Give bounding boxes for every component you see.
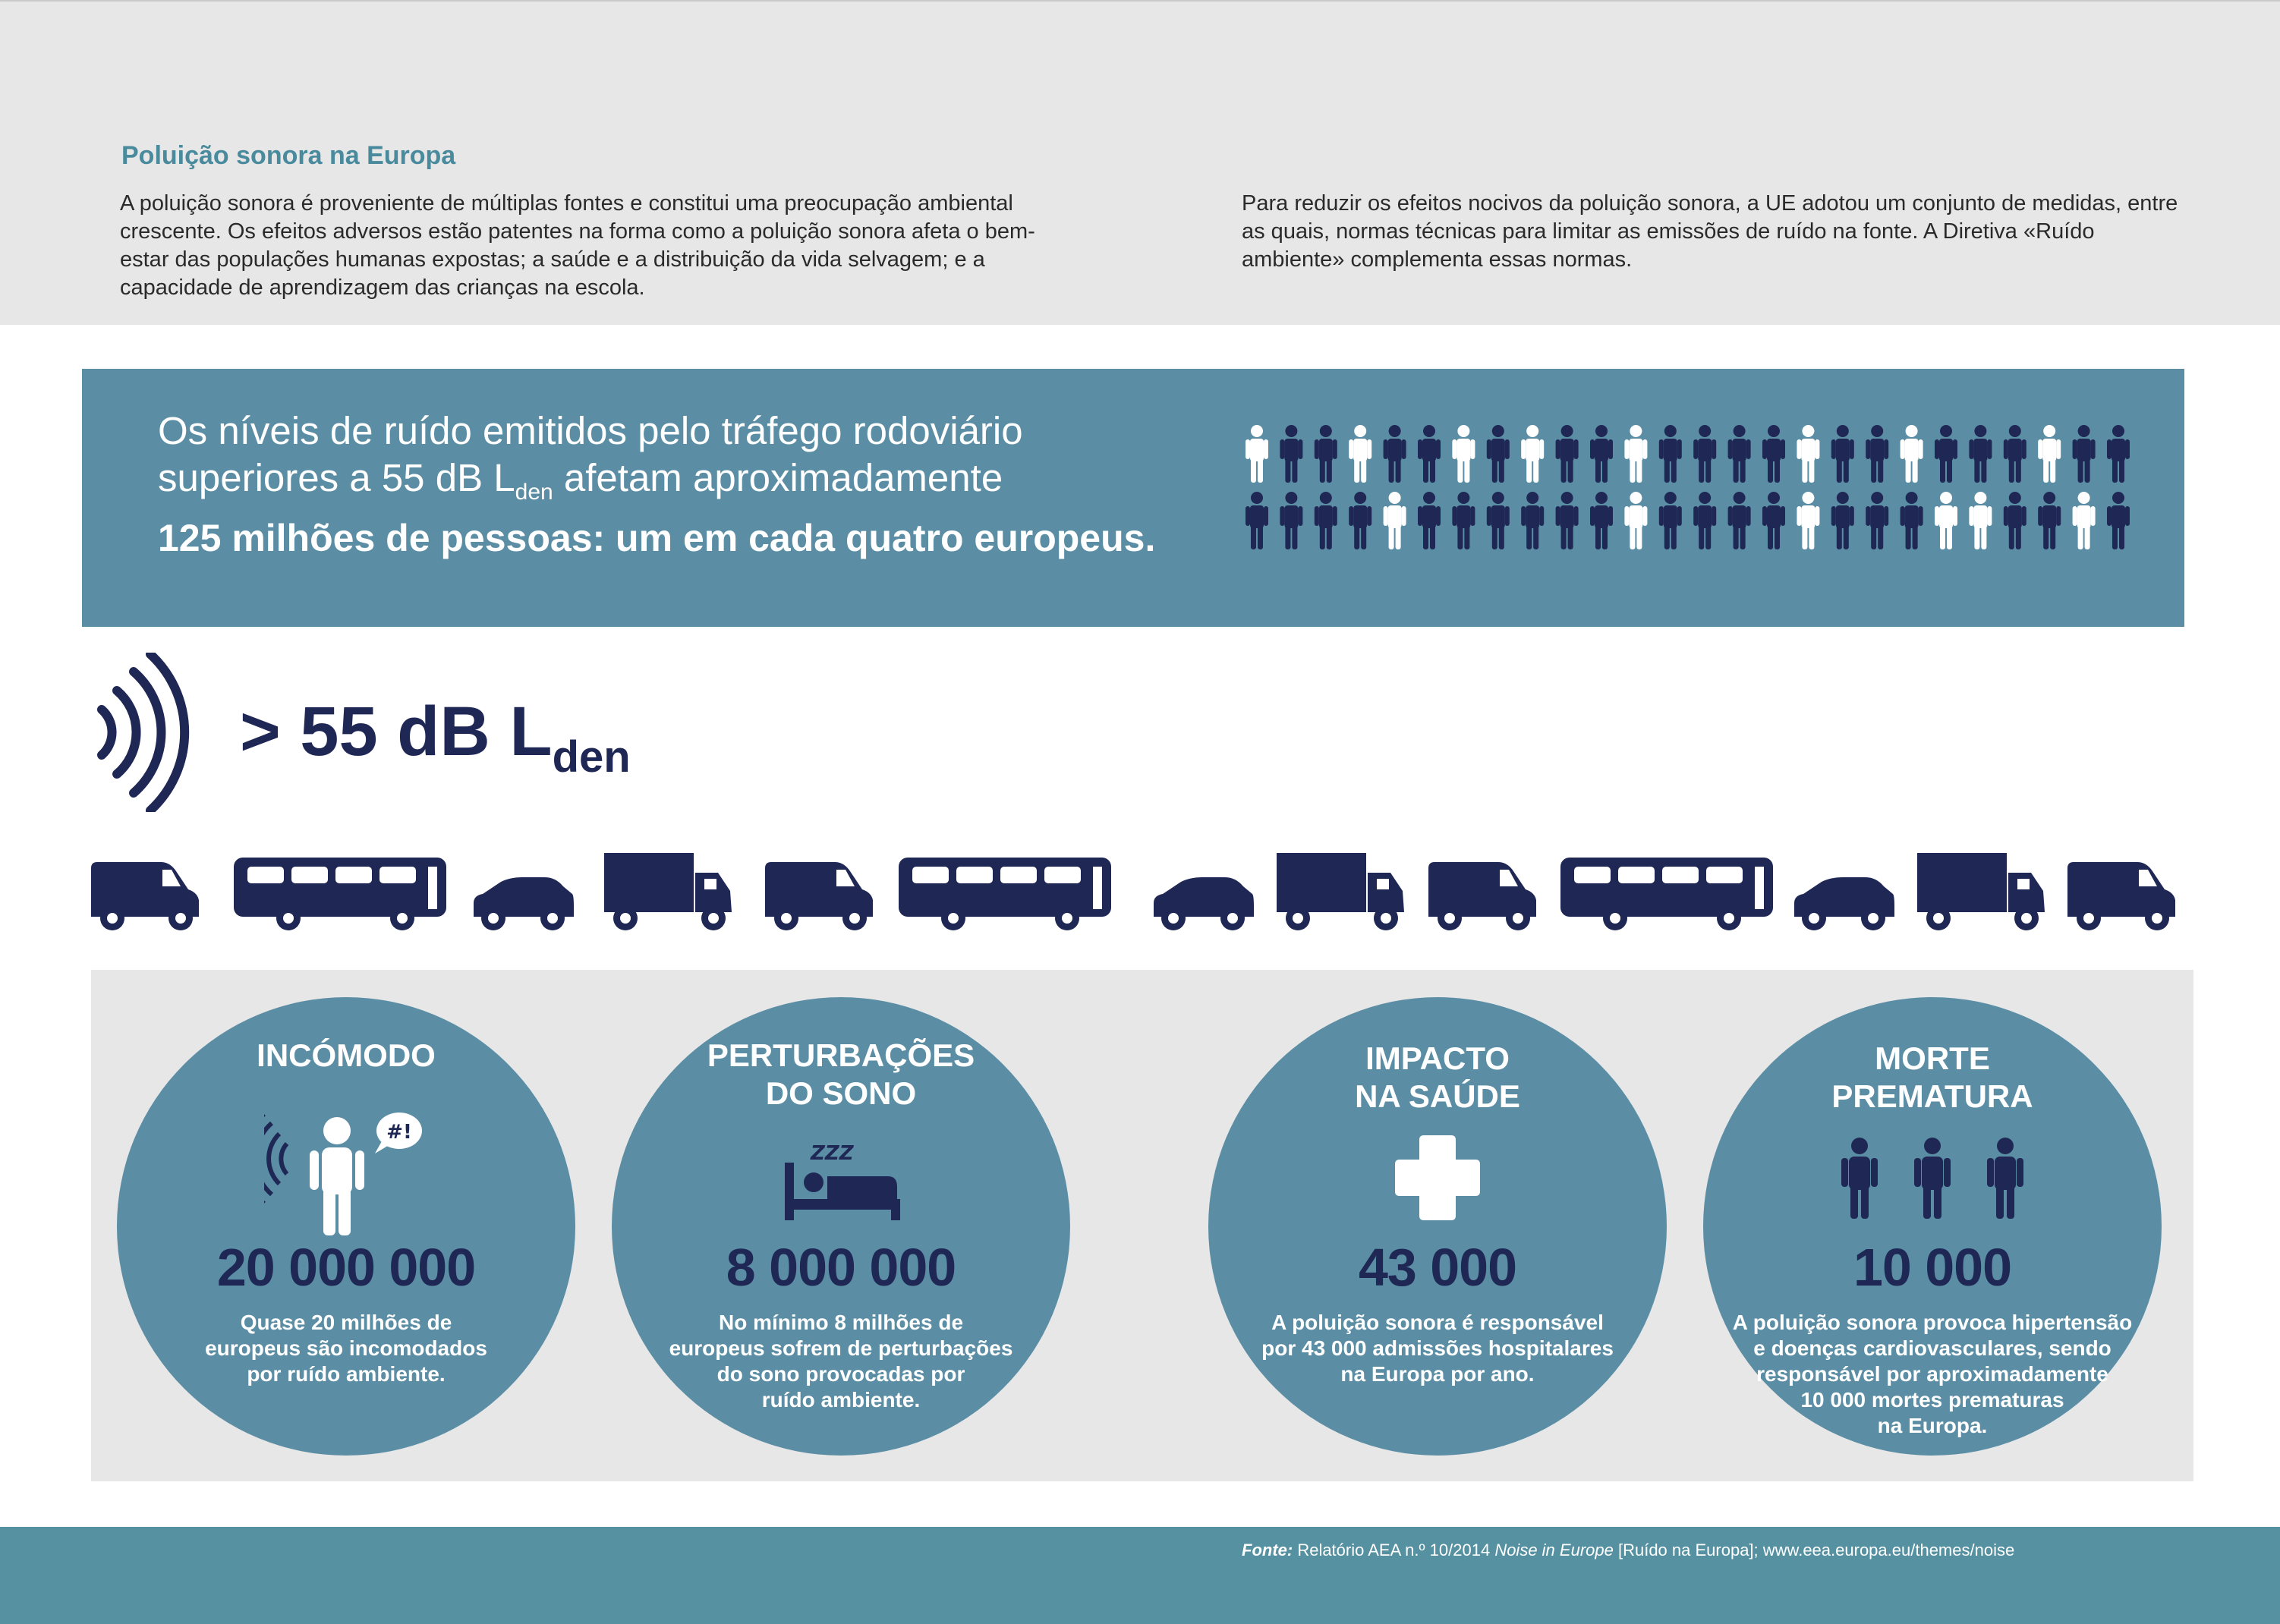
person-figure bbox=[1797, 425, 1819, 483]
person-figure bbox=[2073, 492, 2096, 549]
intro-left-text: A poluição sonora é proveniente de múltiplas fontes e constitui uma preocupação ambiental crescente. Os efeitos adversos estão patentes na forma como a poluição sonora afeta o bem-estar das populações humanas expostas; a saúde e a distribuição da vida selvagem; e a capacidade de aprendizagem das crianças na escola. bbox=[120, 191, 1035, 300]
premature-death-desc-line: 10 000 mortes prematuras bbox=[1800, 1388, 2064, 1412]
person-figure bbox=[1624, 425, 1647, 483]
sleep-title bbox=[612, 1037, 1070, 1113]
person-figure bbox=[1624, 492, 1647, 549]
premature-death-desc-line: e doenças cardiovasculares, sendo bbox=[1753, 1336, 2112, 1360]
sound-wave-icon bbox=[94, 653, 193, 816]
person-figure bbox=[1797, 492, 1819, 549]
person-figure bbox=[1762, 425, 1785, 483]
annoyance-desc-line: Quase 20 milhões de bbox=[240, 1311, 452, 1334]
banner-line-2b: afetam aproximadamente bbox=[553, 456, 1003, 499]
banner-headline: 125 milhões de pessoas: um em cada quatro europeus. bbox=[158, 517, 1156, 559]
person-figure bbox=[1728, 425, 1751, 483]
person-figure bbox=[1762, 492, 1785, 549]
premature-death-desc-line: na Europa. bbox=[1877, 1414, 1988, 1437]
threshold-heading bbox=[240, 692, 631, 782]
person-figure bbox=[1418, 492, 1441, 549]
annoyance-desc-line: por ruído ambiente. bbox=[247, 1362, 446, 1386]
person-figure bbox=[2038, 492, 2061, 549]
person-figure bbox=[1487, 425, 1510, 483]
person-figure bbox=[1452, 425, 1475, 483]
van-icon bbox=[2067, 862, 2175, 930]
person-figure bbox=[1280, 492, 1302, 549]
person-figure bbox=[1487, 492, 1510, 549]
person-figure bbox=[1556, 425, 1579, 483]
banner-line-1: Os níveis de ruído emitidos pelo tráfego rodoviário bbox=[158, 409, 1023, 452]
annoyance-number: 20 000 000 bbox=[216, 1238, 476, 1297]
van-icon bbox=[765, 862, 873, 930]
person-figure bbox=[2107, 492, 2130, 549]
health-title-line-2: NA SAÚDE bbox=[1355, 1078, 1520, 1114]
bus-icon bbox=[899, 858, 1111, 930]
van-icon bbox=[1428, 862, 1536, 930]
health-desc-line: por 43 000 admissões hospitalares bbox=[1261, 1336, 1614, 1360]
annoyance-desc bbox=[117, 1310, 575, 1387]
sleep-desc-line: do sono provocadas por bbox=[716, 1362, 965, 1386]
svg-text:ZZZ: ZZZ bbox=[811, 1142, 854, 1165]
annoyance-title: INCÓMODO bbox=[257, 1037, 436, 1073]
truck-icon bbox=[1917, 853, 2045, 930]
person-figure bbox=[1556, 492, 1579, 549]
person-figure bbox=[1866, 425, 1888, 483]
car-icon bbox=[1794, 877, 1894, 930]
person-figure bbox=[1245, 492, 1268, 549]
person-figure bbox=[1280, 425, 1302, 483]
health-cross-icon bbox=[1395, 1135, 1480, 1224]
person-figure bbox=[1693, 492, 1716, 549]
footer-text-b: [Ruído na Europa]; www.eea.europa.eu/themes/noise bbox=[1613, 1541, 2015, 1559]
person-figure bbox=[1901, 492, 1923, 549]
premature-death-desc-line: responsável por aproximadamente bbox=[1756, 1362, 2108, 1386]
banner-line-2-sub: den bbox=[515, 480, 553, 505]
health-desc-line: A poluição sonora é responsável bbox=[1271, 1311, 1604, 1334]
intro-title: Poluição sonora na Europa bbox=[121, 141, 456, 170]
person-figure bbox=[1901, 425, 1923, 483]
person-figure bbox=[1349, 425, 1371, 483]
health-title-line-1: IMPACTO bbox=[1365, 1040, 1510, 1076]
vehicles-row bbox=[91, 853, 2193, 940]
premature-death-title-line-2: PREMATURA bbox=[1831, 1078, 2033, 1114]
threshold-main: > 55 dB L bbox=[240, 693, 553, 770]
footer-text-italic: Noise in Europe bbox=[1494, 1541, 1614, 1559]
person-figure bbox=[1315, 492, 1337, 549]
person-figure bbox=[1935, 492, 1957, 549]
svg-text:#!: #! bbox=[386, 1121, 412, 1144]
person-figure bbox=[1384, 425, 1406, 483]
intro-right-text: Para reduzir os efeitos nocivos da poluição sonora, a UE adotou um conjunto de medidas, entre as quais, normas técnicas para limitar as emissões de ruído na fonte. A Diretiva «Ruído ambiente» complementa essas normas. bbox=[1242, 191, 2178, 272]
annoyance-circle bbox=[117, 997, 575, 1456]
person-figure bbox=[1590, 425, 1613, 483]
health-desc-line: na Europa por ano. bbox=[1340, 1362, 1535, 1386]
premature-death-circle bbox=[1703, 997, 2162, 1456]
sleep-title-line-1: PERTURBAÇÕES bbox=[707, 1037, 975, 1073]
sleep-desc-line: ruído ambiente. bbox=[761, 1388, 921, 1412]
health-number: 43 000 bbox=[1358, 1238, 1517, 1297]
truck-icon bbox=[1277, 853, 1404, 930]
footer-text-a: Relatório AEA n.º 10/2014 bbox=[1293, 1541, 1495, 1559]
sleep-desc bbox=[612, 1310, 1070, 1413]
premature-death-title bbox=[1703, 1040, 2162, 1116]
car-icon bbox=[474, 877, 574, 930]
person-figure bbox=[1831, 492, 1854, 549]
person-figure bbox=[1969, 425, 1992, 483]
person-figure bbox=[1728, 492, 1751, 549]
person-figure bbox=[2038, 425, 2061, 483]
person-figure bbox=[2107, 425, 2130, 483]
person-figure bbox=[1521, 425, 1544, 483]
bus-icon bbox=[1560, 858, 1773, 930]
premature-death-desc-line: A poluição sonora provoca hipertensão bbox=[1732, 1311, 2133, 1334]
banner-line-2 bbox=[158, 455, 1003, 515]
car-icon bbox=[1154, 877, 1254, 930]
premature-death-desc bbox=[1703, 1310, 2162, 1439]
three-people-icon bbox=[1841, 1137, 2023, 1224]
person-figure bbox=[1384, 492, 1406, 549]
annoyance-desc-line: europeus são incomodados bbox=[205, 1336, 487, 1360]
sleep-circle bbox=[612, 997, 1070, 1456]
threshold-sub: den bbox=[552, 732, 631, 782]
person-figure bbox=[1866, 492, 1888, 549]
footer-source-label: Fonte: bbox=[1242, 1541, 1293, 1559]
health-circle bbox=[1208, 997, 1667, 1456]
annoyed-person-icon bbox=[264, 1109, 431, 1242]
people-grid-icon bbox=[1245, 425, 2140, 562]
person-figure bbox=[1969, 492, 1992, 549]
person-figure bbox=[1659, 425, 1682, 483]
van-icon bbox=[91, 862, 199, 930]
person-figure bbox=[1659, 492, 1682, 549]
person-figure bbox=[2004, 492, 2026, 549]
person-figure bbox=[1452, 492, 1475, 549]
person-figure bbox=[2073, 425, 2096, 483]
sleep-desc-line: No mínimo 8 milhões de bbox=[718, 1311, 964, 1334]
premature-death-number: 10 000 bbox=[1853, 1238, 2012, 1297]
person-figure bbox=[2004, 425, 2026, 483]
footer-source bbox=[1242, 1541, 2014, 1560]
person-figure bbox=[1418, 425, 1441, 483]
person-figure bbox=[1349, 492, 1371, 549]
person-figure bbox=[1935, 425, 1957, 483]
person-figure bbox=[1590, 492, 1613, 549]
premature-death-title-line-1: MORTE bbox=[1875, 1040, 1990, 1076]
bus-icon bbox=[234, 858, 446, 930]
person-figure bbox=[1315, 425, 1337, 483]
truck-icon bbox=[604, 853, 732, 930]
banner-line-2a: superiores a 55 dB L bbox=[158, 456, 515, 499]
health-title bbox=[1208, 1040, 1667, 1116]
sleep-title-line-2: DO SONO bbox=[765, 1075, 917, 1111]
health-desc bbox=[1208, 1310, 1667, 1387]
person-figure bbox=[1693, 425, 1716, 483]
person-figure bbox=[1521, 492, 1544, 549]
person-figure bbox=[1831, 425, 1854, 483]
sleep-desc-line: europeus sofrem de perturbações bbox=[669, 1336, 1013, 1360]
sleep-number: 8 000 000 bbox=[726, 1238, 956, 1297]
sleeping-bed-icon bbox=[782, 1132, 903, 1227]
person-figure bbox=[1245, 425, 1268, 483]
